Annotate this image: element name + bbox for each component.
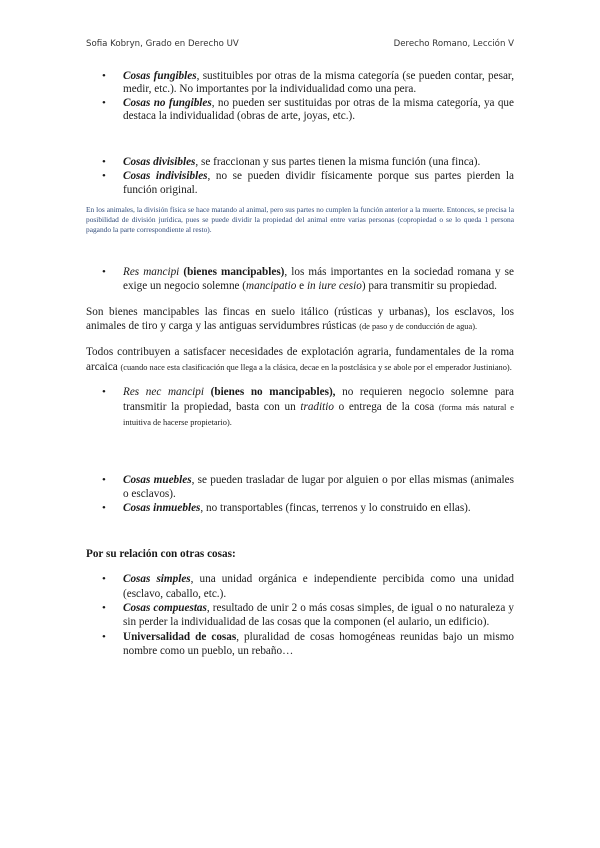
fungibles-list: [86, 70, 514, 124]
header-author: Sofia Kobryn, Grado en Derecho UV: [86, 39, 239, 49]
definition: , sustituibles por otras de la misma categoría (se pueden contar, pesar, medir, etc.). No importantes por la individualidad como una pera.: [123, 70, 514, 96]
term: Cosas no fungibles: [123, 96, 212, 109]
definition-end: o entrega de la cosa: [333, 400, 439, 413]
term: Cosas inmuebles: [123, 502, 201, 515]
list-item: [86, 169, 514, 198]
paragraph-text: Todos contribuyen a satisfacer necesidades de explotación agraria, fundamentales de la roma arcaica: [86, 346, 514, 373]
definition: no requieren negocio solemne para transmitir la propiedad, basta con un: [123, 386, 514, 413]
definition: , no transportables (fincas, terrenos y lo construido en ellas).: [200, 502, 471, 515]
list-item: [86, 473, 514, 502]
list-item: [86, 601, 514, 630]
relacion-list: [86, 572, 514, 658]
section-heading: Por su relación con otras cosas:: [86, 547, 236, 560]
animals-note: En los animales, la división física se hace matando al animal, pero sus partes no cumplen la función anterior a la muerte. Entonces, se precisa la posibilidad de división jurídica, pues se puede dividir la propiedad del animal entre varias personas (copropiedad o se lo queda 1 persona pagando la parte correspondiente al resto).: [86, 204, 514, 234]
latin-term: traditio: [300, 400, 334, 413]
term: Cosas indivisibles: [123, 170, 208, 183]
term: Universalidad de cosas: [123, 630, 237, 643]
term: Cosas compuestas: [123, 601, 207, 614]
definition: , se pueden trasladar de lugar por alguien o por ellas mismas (animales o esclavos).: [123, 473, 514, 500]
header-course: Derecho Romano, Lección V: [393, 39, 514, 49]
definition-end: ) para transmitir su propiedad.: [361, 280, 497, 293]
document-body: [86, 70, 514, 659]
definition: , no se pueden dividir físicamente porque sus partes pierden la función original.: [123, 170, 515, 197]
term: Cosas simples: [123, 573, 191, 586]
paragraph: [86, 305, 514, 335]
paragraph-text: Son bienes mancipables las fincas en suelo itálico (rústicas y urbanas), los esclavos, los animales de tiro y carga y las antiguas servidumbres rústicas: [86, 305, 514, 333]
term: Cosas muebles: [123, 473, 192, 486]
latin-term: in iure cesio: [306, 280, 362, 293]
paragraph-aside: (cuando nace esta clasificación que llega a la clásica, decae en la postclásica y se abole por el emperador Justiniano).: [120, 362, 512, 372]
definition: , los más importantes en la sociedad romana y se exige un negocio solemne (: [123, 265, 514, 293]
muebles-list: [86, 473, 514, 516]
list-item: [86, 155, 514, 169]
term: Res mancipi: [123, 265, 180, 278]
list-item: [86, 97, 514, 124]
definition-connector: e: [296, 280, 307, 293]
list-item: [86, 385, 514, 430]
term-qualifier: (bienes mancipables): [183, 265, 285, 278]
term: Res nec mancipi: [123, 386, 204, 399]
term-qualifier: (bienes no mancipables),: [210, 386, 336, 399]
mancipi-list: [86, 265, 514, 294]
definition: , se fraccionan y sus partes tienen la misma función (una finca).: [195, 155, 481, 168]
definition: , pluralidad de cosas homogéneas reunidas bajo un mismo nombre como un pueblo, un rebaño…: [123, 630, 514, 658]
paragraph: [86, 345, 514, 375]
list-item: [86, 572, 514, 601]
term: Cosas fungibles: [123, 70, 197, 82]
definition: , no pueden ser sustituidas por otras de la misma categoría, ya que destaca la individualidad (obras de arte, joyas, etc.).: [123, 96, 514, 123]
nec-mancipi-list: [86, 385, 514, 430]
divisibles-list: [86, 155, 514, 198]
list-item: [86, 501, 514, 515]
list-item: [86, 630, 514, 659]
definition: , una unidad orgánica e independiente percibida como una unidad (esclavo, caballo, etc.).: [123, 573, 514, 600]
latin-term: mancipatio: [246, 280, 297, 293]
term: Cosas divisibles: [123, 155, 196, 168]
list-item: [86, 70, 514, 97]
definition-aside: (forma más natural e intuitiva de hacerse propietario).: [123, 402, 514, 428]
definition: , resultado de unir 2 o más cosas simples, de igual o no naturaleza y sin perder la individualidad de las cosas que la componen (el aulario, un edificio).: [123, 601, 514, 629]
paragraph-aside: (de paso y de conducción de agua).: [359, 322, 478, 332]
list-item: [86, 265, 514, 294]
